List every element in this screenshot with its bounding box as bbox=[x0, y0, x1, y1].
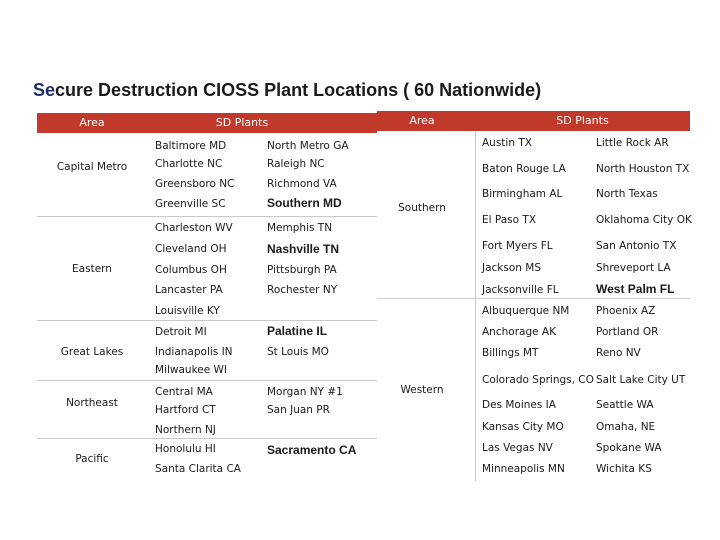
plant-cell: Charleston WV bbox=[155, 222, 233, 234]
plant-cell: Omaha, NE bbox=[596, 421, 656, 433]
plant-cell: Portland OR bbox=[596, 326, 659, 338]
area-label-capital-metro: Capital Metro bbox=[56, 161, 128, 173]
plant-cell: North Metro GA bbox=[267, 140, 349, 152]
plant-cell: North Texas bbox=[596, 188, 658, 200]
plant-cell: Santa Clarita CA bbox=[155, 463, 241, 475]
plant-cell: Detroit MI bbox=[155, 326, 207, 338]
plant-cell: Austin TX bbox=[482, 137, 532, 149]
plant-cell: Oklahoma City OK bbox=[596, 214, 692, 226]
plant-cell: Reno NV bbox=[596, 347, 641, 359]
plant-cell: Seattle WA bbox=[596, 399, 654, 411]
plant-cell: El Paso TX bbox=[482, 214, 537, 226]
plant-cell: Hartford CT bbox=[155, 404, 216, 416]
plant-cell: Minneapolis MN bbox=[482, 463, 565, 475]
area-label-northeast: Northeast bbox=[66, 397, 118, 409]
area-label-eastern: Eastern bbox=[72, 263, 112, 275]
divider bbox=[37, 438, 377, 439]
plant-cell: West Palm FL bbox=[596, 282, 675, 296]
column-divider bbox=[475, 131, 476, 481]
plant-cell: Columbus OH bbox=[155, 264, 227, 276]
plant-cell: Charlotte NC bbox=[155, 158, 223, 170]
plant-cell: Anchorage AK bbox=[482, 326, 556, 338]
plant-cell: Baltimore MD bbox=[155, 140, 227, 152]
plant-cell: Colorado Springs, CO bbox=[482, 374, 594, 386]
plant-cell: Rochester NY bbox=[267, 284, 338, 296]
title-accent: Se bbox=[33, 80, 56, 100]
plant-cell: Raleigh NC bbox=[267, 158, 325, 170]
left-area-header: Area bbox=[37, 113, 147, 133]
plant-cell: Fort Myers FL bbox=[482, 240, 553, 252]
plant-cell: Morgan NY #1 bbox=[267, 386, 343, 398]
plant-cell: Pittsburgh PA bbox=[267, 264, 337, 276]
plant-cell: Cleveland OH bbox=[155, 243, 227, 255]
plant-cell: Billings MT bbox=[482, 347, 539, 359]
plant-cell: Las Vegas NV bbox=[482, 442, 553, 454]
divider bbox=[377, 298, 690, 299]
plant-cell: Richmond VA bbox=[267, 178, 337, 190]
plant-cell: Honolulu HI bbox=[155, 443, 216, 455]
plant-cell: Jackson MS bbox=[482, 262, 541, 274]
left-plants-header: SD Plants bbox=[147, 113, 377, 133]
divider bbox=[37, 320, 377, 321]
area-label-southern: Southern bbox=[398, 202, 446, 214]
plant-cell: Milwaukee WI bbox=[155, 364, 228, 376]
plant-cell: North Houston TX bbox=[596, 163, 690, 175]
plant-cell: Lancaster PA bbox=[155, 284, 223, 296]
plant-cell: Indianapolis IN bbox=[155, 346, 233, 358]
plant-cell: Birmingham AL bbox=[482, 188, 563, 200]
plant-cell: Jacksonville FL bbox=[482, 284, 559, 296]
plant-cell: Little Rock AR bbox=[596, 137, 669, 149]
divider bbox=[37, 380, 377, 381]
plant-cell: Memphis TN bbox=[267, 222, 333, 234]
plant-cell: Southern MD bbox=[267, 196, 342, 210]
area-label-great-lakes: Great Lakes bbox=[60, 346, 124, 358]
plant-cell: Albuquerque NM bbox=[482, 305, 570, 317]
plant-cell: Greenville SC bbox=[155, 198, 226, 210]
plant-cell: Baton Rouge LA bbox=[482, 163, 566, 175]
plant-cell: Nashville TN bbox=[267, 242, 340, 256]
area-label-pacific: Pacific bbox=[75, 453, 109, 465]
plant-cell: Sacramento CA bbox=[267, 443, 357, 457]
plant-cell: Spokane WA bbox=[596, 442, 662, 454]
plant-cell: San Juan PR bbox=[267, 404, 330, 416]
plant-cell: Salt Lake City UT bbox=[596, 374, 686, 386]
right-area-header: Area bbox=[377, 111, 475, 131]
plant-cell: Central MA bbox=[155, 386, 213, 398]
plant-cell: Phoenix AZ bbox=[596, 305, 656, 317]
plant-cell: Greensboro NC bbox=[155, 178, 235, 190]
plant-cell: Louisville KY bbox=[155, 305, 220, 317]
page-title bbox=[33, 80, 541, 101]
plant-cell: Wichita KS bbox=[596, 463, 652, 475]
plant-cell: Shreveport LA bbox=[596, 262, 671, 274]
plant-cell: Kansas City MO bbox=[482, 421, 564, 433]
plant-cell: Northern NJ bbox=[155, 424, 216, 436]
plant-cell: San Antonio TX bbox=[596, 240, 677, 252]
plant-cell: Des Moines IA bbox=[482, 399, 556, 411]
plant-cell: St Louis MO bbox=[267, 346, 329, 358]
right-plants-header: SD Plants bbox=[475, 111, 690, 131]
plant-cell: Palatine IL bbox=[267, 324, 328, 338]
divider bbox=[37, 216, 377, 217]
area-label-western: Western bbox=[400, 384, 444, 396]
title-text: cure Destruction CIOSS Plant Locations ( 60 Nationwide) bbox=[55, 80, 542, 100]
